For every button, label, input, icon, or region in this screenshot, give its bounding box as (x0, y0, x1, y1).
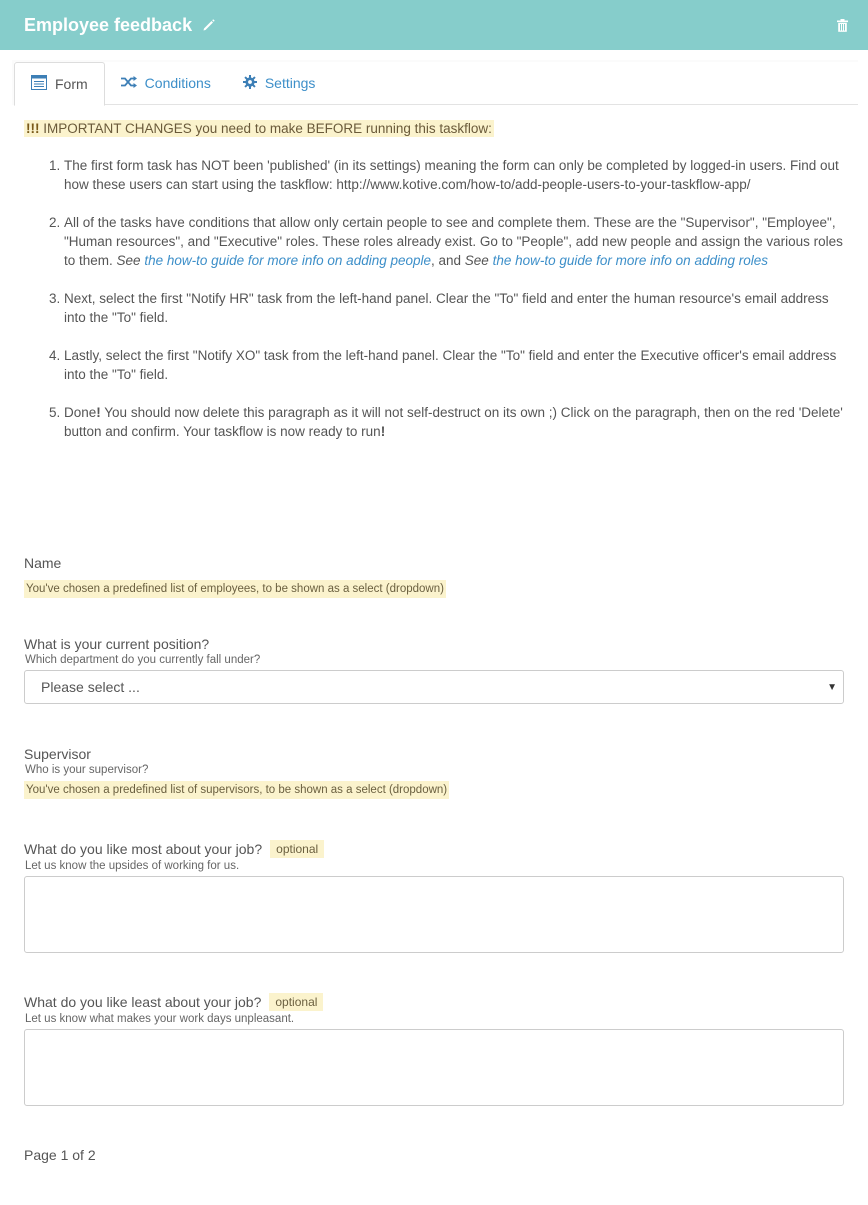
field-label: What is your current position? (24, 636, 210, 652)
instructions-list (24, 156, 844, 441)
instruction-step (64, 403, 844, 441)
optional-badge: optional (270, 840, 324, 858)
form-content (0, 105, 868, 441)
field-label-row (24, 993, 844, 1011)
position-select[interactable] (24, 670, 844, 704)
people-guide-link[interactable]: the how-to guide for more info on adding people (144, 253, 432, 268)
shuffle-icon (121, 75, 137, 91)
step-bang: ! (96, 405, 101, 420)
step-see: See (464, 253, 493, 268)
field-label: What do you like least about your job? (24, 994, 262, 1010)
gear-icon (243, 75, 257, 92)
field-label: Supervisor (24, 746, 91, 762)
field-help: Let us know the upsides of working for us. (25, 860, 240, 872)
tab-settings[interactable] (227, 62, 332, 104)
tab-conditions[interactable] (105, 62, 227, 104)
tab-conditions-label: Conditions (144, 75, 211, 91)
like-least-textarea[interactable] (24, 1029, 844, 1106)
step-text: The first form task has NOT been 'published' (in its settings) meaning the form can only be completed by logged-in users. Find out how these users can start using the taskflow: http://www.kotive.com/how-to/add-people-users-to-your-taskflow-app/ (64, 158, 839, 192)
optional-badge: optional (269, 993, 323, 1011)
field-name (24, 555, 844, 598)
field-help: Let us know what makes your work days unpleasant. (25, 1013, 295, 1025)
caret-down-icon: ▼ (827, 681, 837, 693)
instruction-step (64, 156, 844, 194)
page-indicator: Page 1 of 2 (24, 1147, 96, 1163)
title-group (24, 15, 216, 36)
tab-bar (14, 62, 858, 105)
step-text: You should now delete this paragraph as it will not self-destruct on its own ;) Click on the paragraph, then on the red 'Delete' button and confirm. Your taskflow is now ready to run (64, 405, 843, 439)
step-text: All of the tasks have conditions that allow only certain people to see and complete them. These are the "Supervisor", "Employee", "Human resources", and "Executive" roles. These roles already exist. Go to "People", add new people and assign the various roles to them. (64, 215, 843, 268)
field-label: What do you like most about your job? (24, 841, 263, 857)
field-like-most (24, 840, 844, 953)
form-title: Employee feedback (24, 14, 193, 35)
field-supervisor (24, 746, 844, 799)
header-bar (0, 0, 868, 50)
field-label: Name (24, 555, 62, 571)
step-text: Next, select the first "Notify HR" task from the left-hand panel. Clear the "To" field and enter the human resource's email address into the "To" field. (64, 291, 829, 325)
step-text: , and (431, 253, 465, 268)
step-text: Lastly, select the first "Notify XO" task from the left-hand panel. Clear the "To" field and enter the Executive officer's email address into the "To" field. (64, 348, 837, 382)
important-heading: IMPORTANT CHANGES you need to make BEFORE running this taskflow: (39, 121, 492, 136)
field-help: Which department do you currently fall under? (25, 654, 261, 666)
field-label-row (24, 840, 844, 858)
instruction-step (64, 346, 844, 384)
roles-guide-link[interactable]: the how-to guide for more info on adding roles (492, 253, 768, 268)
field-note: You've chosen a predefined list of supervisors, to be shown as a select (dropdown) (24, 781, 449, 799)
step-bang: ! (380, 424, 386, 439)
important-notice[interactable] (24, 120, 494, 137)
select-value: Please select ... (41, 679, 140, 695)
step-see: See (116, 253, 145, 268)
instruction-step (64, 213, 844, 270)
instruction-step (64, 289, 844, 327)
important-prefix: !!! (26, 121, 40, 136)
field-like-least (24, 993, 844, 1106)
field-note: You've chosen a predefined list of employees, to be shown as a select (dropdown) (24, 580, 446, 598)
field-position (24, 636, 844, 704)
field-help: Who is your supervisor? (25, 764, 149, 776)
like-most-textarea[interactable] (24, 876, 844, 953)
pencil-icon[interactable] (202, 18, 216, 32)
tab-form-label: Form (55, 76, 88, 92)
step-text: Done (64, 405, 97, 420)
tab-form[interactable] (14, 62, 105, 106)
form-icon (31, 75, 47, 93)
tab-settings-label: Settings (264, 75, 316, 91)
trash-icon[interactable] (837, 19, 848, 32)
